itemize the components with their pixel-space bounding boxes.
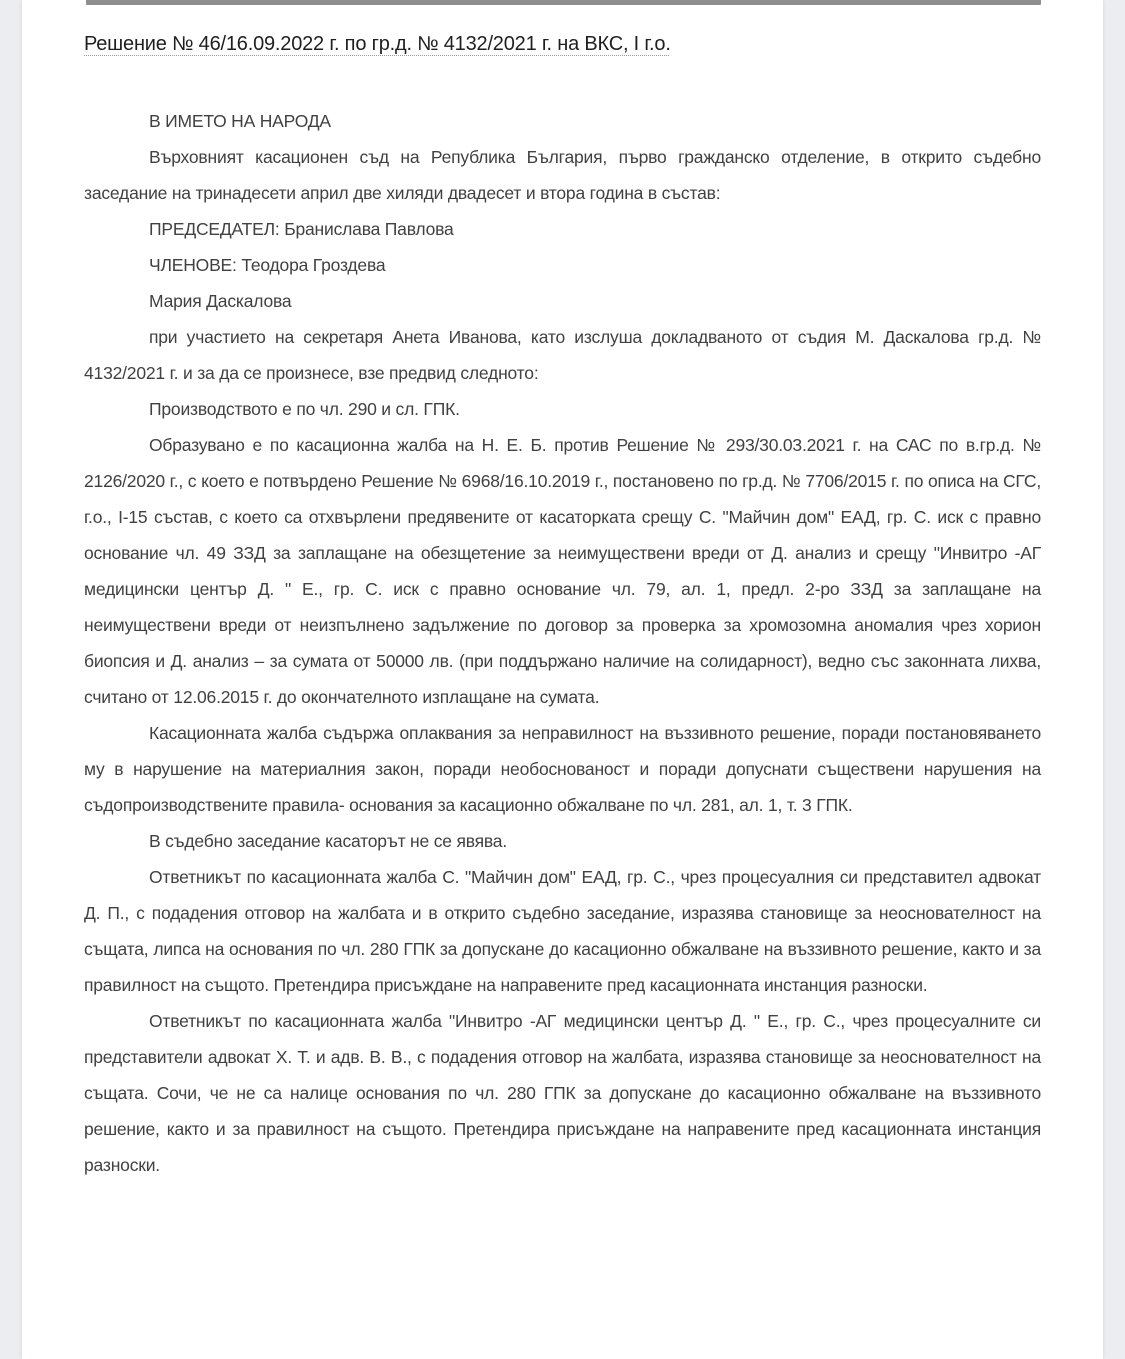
- document-page: [22, 0, 1103, 1359]
- top-divider-bar: [86, 0, 1041, 5]
- paragraph: ЧЛЕНОВЕ: Теодора Гроздева: [149, 255, 386, 275]
- document-body: [84, 103, 1041, 1183]
- document-title: [84, 0, 1041, 57]
- paragraph: Ответникът по касационната жалба С. "Майчин дом" ЕАД, гр. С., чрез процесуалния си представител адвокат Д. П., с подадения отговор на жалбата и в открито съдебно заседание, изразява становище за неоснователност на същата, липса на основания по чл. 280 ГПК за допускане до касационно обжалване на въззивното решение, както и за правилност на същото. Претендира присъждане на направените пред касационната инстанция разноски.: [84, 867, 1041, 995]
- paragraph: Производството е по чл. 290 и сл. ГПК.: [149, 399, 460, 419]
- document-title-link[interactable]: Решение № 46/16.09.2022 г. по гр.д. № 4132/2021 г. на ВКС, I г.о.: [84, 33, 671, 55]
- paragraph: В съдебно заседание касаторът не се явява.: [149, 831, 508, 851]
- paragraph: Касационната жалба съдържа оплаквания за неправилност на въззивното решение, поради постановяването му в нарушение на материалния закон, поради необоснованост и поради допуснати съществени нарушения на съдопроизводствените правила- основания за касационно обжалване по чл. 281, ал. 1, т. 3 ГПК.: [84, 723, 1041, 815]
- paragraph: ПРЕДСЕДАТЕЛ: Бранислава Павлова: [149, 219, 454, 239]
- paragraph: Върховният касационен съд на Република България, първо гражданско отделение, в открито съдебно заседание на тринадесети април две хиляди двадесет и втора година в състав:: [84, 147, 1041, 203]
- paragraph: при участието на секретаря Анета Иванова, като изслуша докладваното от съдия М. Даскалова гр.д. № 4132/2021 г. и за да се произнесе, взе предвид следното:: [84, 327, 1041, 383]
- paragraph: Образувано е по касационна жалба на Н. Е. Б. против Решение № 293/30.03.2021 г. на САС по в.гр.д. № 2126/2020 г., с което е потвърдено Решение № 6968/16.10.2019 г., постановено по гр.д. № 7706/2015 г. по описа на СГС, г.о., I-15 състав, с което са отхвърлени предявените от касаторката срещу С. "Майчин дом" ЕАД, гр. С. иск с правно основание чл. 49 ЗЗД за заплащане на обезщетение за неимуществени вреди от Д. анализ и срещу "Инвитро -АГ медицински център Д. " Е., гр. С. иск с правно основание чл. 79, ал. 1, предл. 2-ро ЗЗД за заплащане на неимуществени вреди от неизпълнено задължение по договор за проверка за хромозомна аномалия чрез хорион биопсия и Д. анализ – за сумата от 50000 лв. (при поддържано наличие на солидарност), ведно със законната лихва, считано от 12.06.2015 г. до окончателното изплащане на сумата.: [84, 435, 1041, 707]
- paragraph: В ИМЕТО НА НАРОДА: [149, 111, 331, 131]
- paragraph: Ответникът по касационната жалба "Инвитро -АГ медицински център Д. " Е., гр. С., чрез процесуалните си представители адвокат Х. Т. и адв. В. В., с подадения отговор на жалбата, изразява становище за неоснователност на същата. Сочи, че не са налице основания по чл. 280 ГПК за допускане до касационно обжалване на въззивното решение, както и за правилност на същото. Претендира присъждане на направените пред касационната инстанция разноски.: [84, 1011, 1041, 1175]
- paragraph: Мария Даскалова: [149, 291, 292, 311]
